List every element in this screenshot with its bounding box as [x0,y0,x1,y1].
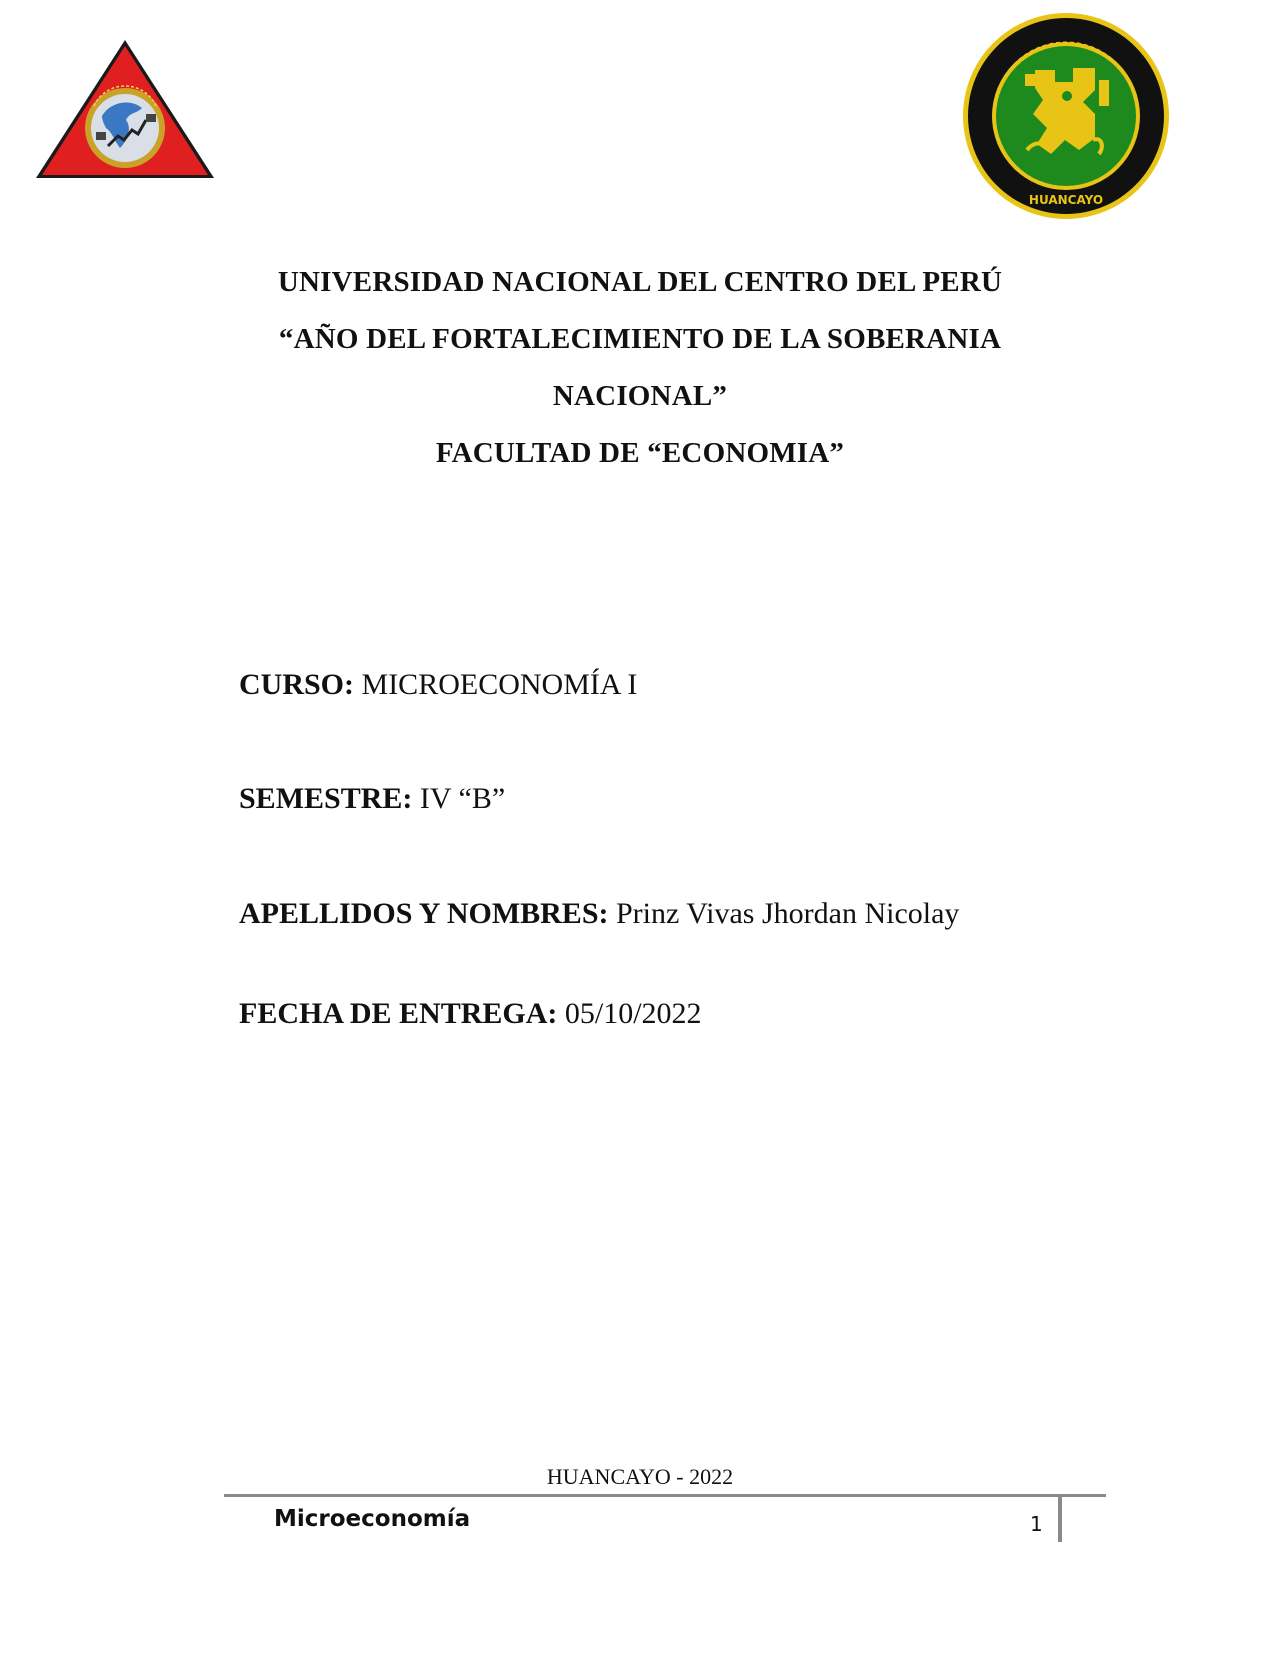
faculty-name: FACULTAD DE “ECONOMIA” [435,437,845,469]
city-year: HUANCAYO - 2022 [546,1464,734,1489]
field-value: 05/10/2022 [564,997,702,1030]
year-motto-line-1: “AÑO DEL FORTALECIMIENTO DE LA SOBERANIA [278,323,1002,355]
year-motto-line-2: NACIONAL” [552,380,728,412]
field-value: MICROECONOMÍA I [361,668,638,701]
field-value: IV “B” [419,782,506,815]
field-label: SEMESTRE: [239,782,413,815]
field-label: APELLIDOS Y NOMBRES: [239,897,609,930]
field-label: FECHA DE ENTREGA: [239,997,558,1030]
footer-divider [224,1494,1106,1497]
field-label: CURSO: [239,668,355,701]
faculty-economics-logo-icon [32,36,218,184]
field-due-date [239,997,702,1031]
uncp-seal-icon [955,10,1177,222]
footer-title: Microeconomía [274,1506,471,1532]
title-block [200,254,1080,482]
footer-page-divider [1058,1496,1062,1542]
field-semester [239,782,505,816]
svg-text:HUANCAYO: HUANCAYO [1028,193,1104,207]
field-value: Prinz Vivas Jhordan Nicolay [616,897,960,930]
field-course [239,668,637,702]
field-student-name [239,897,959,931]
university-name: UNIVERSIDAD NACIONAL DEL CENTRO DEL PERÚ [277,266,1003,298]
page-number: 1 [1030,1512,1043,1536]
